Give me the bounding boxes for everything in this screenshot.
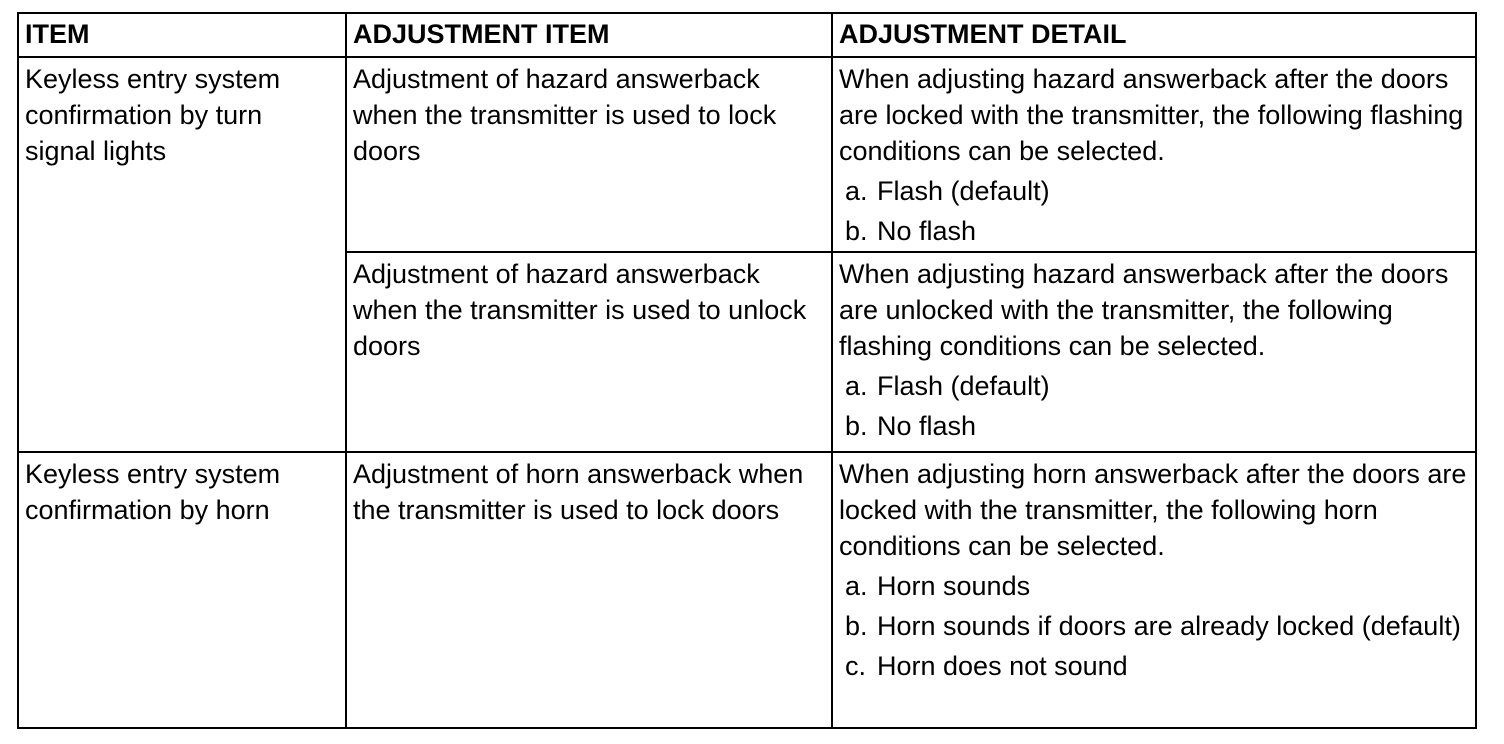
option-marker: b. — [845, 411, 868, 441]
option-marker: b. — [845, 216, 868, 246]
item-text: Keyless entry system confirmation by turn signal lights — [25, 64, 281, 166]
option-text: Flash (default) — [877, 176, 1050, 206]
item-cell — [18, 452, 346, 728]
option-item — [839, 173, 1469, 209]
adjustment-detail-cell — [832, 252, 1476, 452]
option-item — [839, 213, 1469, 249]
option-marker: a. — [845, 176, 868, 206]
adjustment-item-cell — [346, 57, 832, 252]
option-marker: b. — [845, 611, 868, 641]
adjustment-item-text: Adjustment of hazard answerback when the transmitter is used to unlock doors — [353, 259, 807, 361]
option-list — [839, 368, 1469, 444]
option-list — [839, 568, 1469, 684]
option-text: Horn sounds — [877, 571, 1031, 601]
option-item — [839, 608, 1469, 644]
option-marker: c. — [845, 651, 867, 681]
header-item: ITEM — [18, 13, 346, 57]
header-adjustment-item: ADJUSTMENT ITEM — [346, 13, 832, 57]
option-text: Flash (default) — [877, 371, 1050, 401]
detail-text: When adjusting hazard answerback after the doors are unlocked with the transmitter, the following flashing conditions can be selected. — [839, 259, 1449, 361]
adjustment-item-cell — [346, 452, 832, 728]
option-item — [839, 408, 1469, 444]
option-item — [839, 568, 1469, 604]
option-text: No flash — [877, 216, 977, 246]
detail-text: When adjusting horn answerback after the doors are locked with the transmitter, the following horn conditions can be selected. — [839, 459, 1467, 561]
option-marker: a. — [845, 371, 868, 401]
option-item — [839, 368, 1469, 404]
table-row — [18, 57, 1476, 252]
header-adjustment-detail: ADJUSTMENT DETAIL — [832, 13, 1476, 57]
adjustment-detail-cell — [832, 452, 1476, 728]
option-text: No flash — [877, 411, 977, 441]
detail-text: When adjusting hazard answerback after the doors are locked with the transmitter, the following flashing conditions can be selected. — [839, 64, 1464, 166]
adjustment-item-text: Adjustment of horn answerback when the transmitter is used to lock doors — [353, 459, 804, 525]
adjustment-item-cell — [346, 252, 832, 452]
adjustment-item-text: Adjustment of hazard answerback when the transmitter is used to lock doors — [353, 64, 777, 166]
item-cell — [18, 57, 346, 452]
option-text: Horn sounds if doors are already locked (default) — [877, 611, 1461, 641]
option-marker: a. — [845, 571, 868, 601]
table-row — [18, 452, 1476, 728]
item-text: Keyless entry system confirmation by horn — [25, 459, 281, 525]
option-text: Horn does not sound — [877, 651, 1128, 681]
header-row — [18, 13, 1476, 57]
option-list — [839, 173, 1469, 249]
adjustment-table — [17, 12, 1477, 729]
adjustment-detail-cell — [832, 57, 1476, 252]
option-item — [839, 648, 1469, 684]
